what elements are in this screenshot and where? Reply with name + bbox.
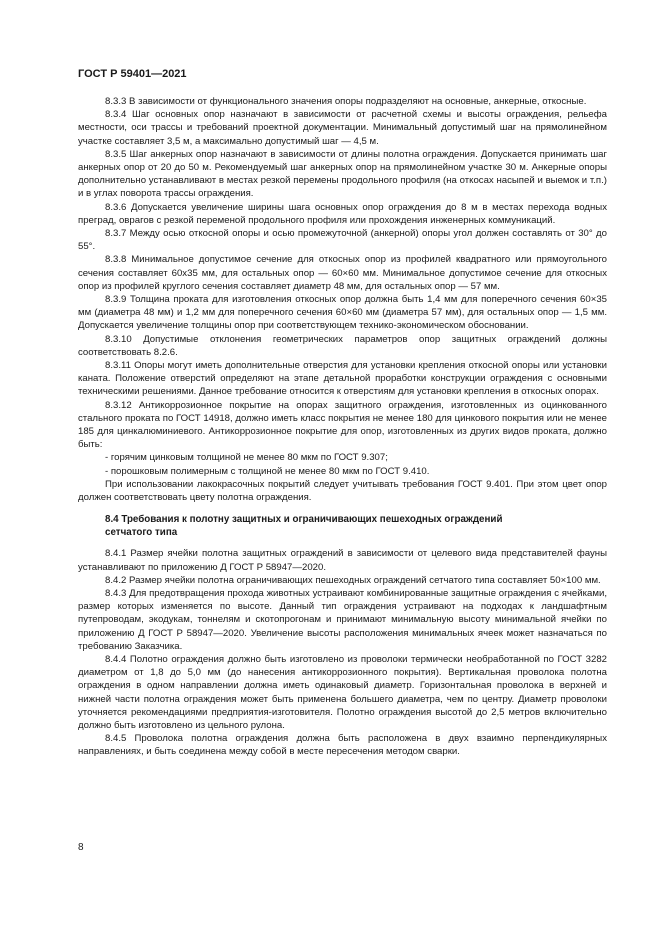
paragraph-8-3-6: 8.3.6 Допускается увеличение ширины шага основных опор ограждения до 8 м в местах перехода водных преград, оврагов с резкой переменой продольного профиля или прохождения инженерных коммуникаций. [78, 201, 607, 226]
list-item-hot-zinc: - горячим цинковым толщиной не менее 80 мкм по ГОСТ 9.307; [105, 452, 388, 464]
paragraph-8-4-3: 8.4.3 Для предотвращения прохода животных устраивают комбинированные защитные ограждения с ячейками, размер которых изменяется по высоте. Данный тип ограждения устраивают на подходах к ландшафтным путепроводам, экодукам, тоннелям и скотопрогонам и принимают минимальную высоту минимальной ячейки по приложению Д ГОСТ Р 58947—2020. Увеличение высоты расположения минимальных ячеек может назначаться по требованию Заказчика. [78, 587, 607, 652]
paragraph-8-3-9: 8.3.9 Толщина проката для изготовления откосных опор должна быть 1,4 мм для поперечного сечения 60×35 мм (диаметра 48 мм) и 1,2 мм для поперечного сечения 60×60 мм (диаметра 57 мм), для остальных опор — 1,5 мм. Допускается увеличение толщины опор при соответствующем технико-экономическом обосновании. [78, 294, 607, 332]
paragraph-8-4-2: 8.4.2 Размер ячейки полотна ограничивающих пешеходных ограждений сетчатого типа составляет 50×100 мм. [105, 574, 601, 586]
paragraph-paint-coatings: При использовании лакокрасочных покрытий следует учитывать требования ГОСТ 9.401. При этом цвет опор должен соответствовать цвету полотна ограждения. [78, 478, 607, 504]
document-body [78, 95, 607, 759]
paragraph-8-3-8: 8.3.8 Минимальное допустимое сечение для откосных опор из профилей квадратного или прямоугольного сечения составляет 60х35 мм, для остальных опор — 60×60 мм. Минимальное допустимое сечение для откосных опор из профилей круглого сечения составляет диаметр 48 мм, для остальных опор — 57 мм. [78, 254, 607, 292]
paragraph-8-3-12: 8.3.12 Антикоррозионное покрытие на опорах защитного ограждения, изготовленных из оцинкованного стального проката по ГОСТ 14918, должно иметь класс покрытия не менее 180 для цинкового покрытия или не менее 185 для цинкалюминиевого. Антикоррозионное покрытие для опор, изготовленных из других видов проката, должно быть: [78, 399, 607, 451]
paragraph-8-4-1: 8.4.1 Размер ячейки полотна защитных ограждений в зависимости от целевого вида представителей фауны устанавливают по приложению Д ГОСТ Р 58947—2020. [78, 548, 607, 573]
section-heading-8-4 [78, 513, 607, 539]
paragraph-8-4-4: 8.4.4 Полотно ограждения должно быть изготовлено из проволоки термически необработанной по ГОСТ 3282 диаметром от 1,8 до 5,0 мм (до нанесения антикоррозионного покрытия). Вертикальная проволока полотна ограждения в одном направлении должна иметь одинаковый диаметр. Горизонтальная проволока в верхней и нижней части полотна ограждения может быть применена большего диаметра, чем по центру. Диаметр проволоки уточняется рекомендациями предприятия-изготовителя. Полотно ограждения высотой до 2,5 метров включительно должно быть изготовлено из цельного рулона. [78, 653, 607, 731]
section-heading-line1: 8.4 Требования к полотну защитных и ограничивающих пешеходных ограждений [105, 514, 503, 526]
paragraph-8-3-11: 8.3.11 Опоры могут иметь дополнительные отверстия для установки крепления откосной опоры или установки каната. Положение отверстий определяют на этапе детальной проработки конструкции ограждения с основными техническими решениями. Данное требование относится к отверстиям для установки крепления в откосных опорах. [78, 360, 607, 398]
paragraph-8-4-5: 8.4.5 Проволока полотна ограждения должна быть расположена в двух взаимно перпендикулярных направлениях, и быть соединена между собой в месте пересечения методом сварки. [78, 733, 607, 758]
document-id-header: ГОСТ Р 59401—2021 [78, 68, 187, 80]
paragraph-8-3-3: 8.3.3 В зависимости от функционального значения опоры подразделяют на основные, анкерные, откосные. [105, 96, 587, 107]
paragraph-8-3-10: 8.3.10 Допустимые отклонения геометрических параметров опор защитных ограждений должны соответствовать 8.2.6. [78, 333, 607, 358]
paragraph-8-3-5: 8.3.5 Шаг анкерных опор назначают в зависимости от длины полотна ограждения. Допускается принимать шаг анкерных опор от 20 до 50 м. Рекомендуемый шаг анкерных опор на прямолинейном участке 30 м. Анкерные опоры дополнительно устанавливают в местах резкой перемены продольного профиля (на откосах насыпей и выемок и т.п.) и в углах поворота трассы ограждения. [78, 148, 607, 200]
section-heading-line2: сетчатого типа [105, 527, 178, 539]
paragraph-8-3-4: 8.3.4 Шаг основных опор назначают в зависимости от расчетной схемы и высоты ограждения, рельефа местности, оси трассы и требований проектной документации. Минимальный допустимый шаг на прямолинейном участке составляет 3,5 м, а максимально допустимый шаг — 4,5 м. [78, 109, 607, 147]
page-number: 8 [78, 842, 84, 853]
paragraph-8-3-7: 8.3.7 Между осью откосной опоры и осью промежуточной (анкерной) опоры угол должен составлять от 30° до 55°. [78, 228, 607, 253]
list-item-powder-polymer: - порошковым полимерным с толщиной не менее 80 мкм по ГОСТ 9.410. [105, 465, 430, 477]
